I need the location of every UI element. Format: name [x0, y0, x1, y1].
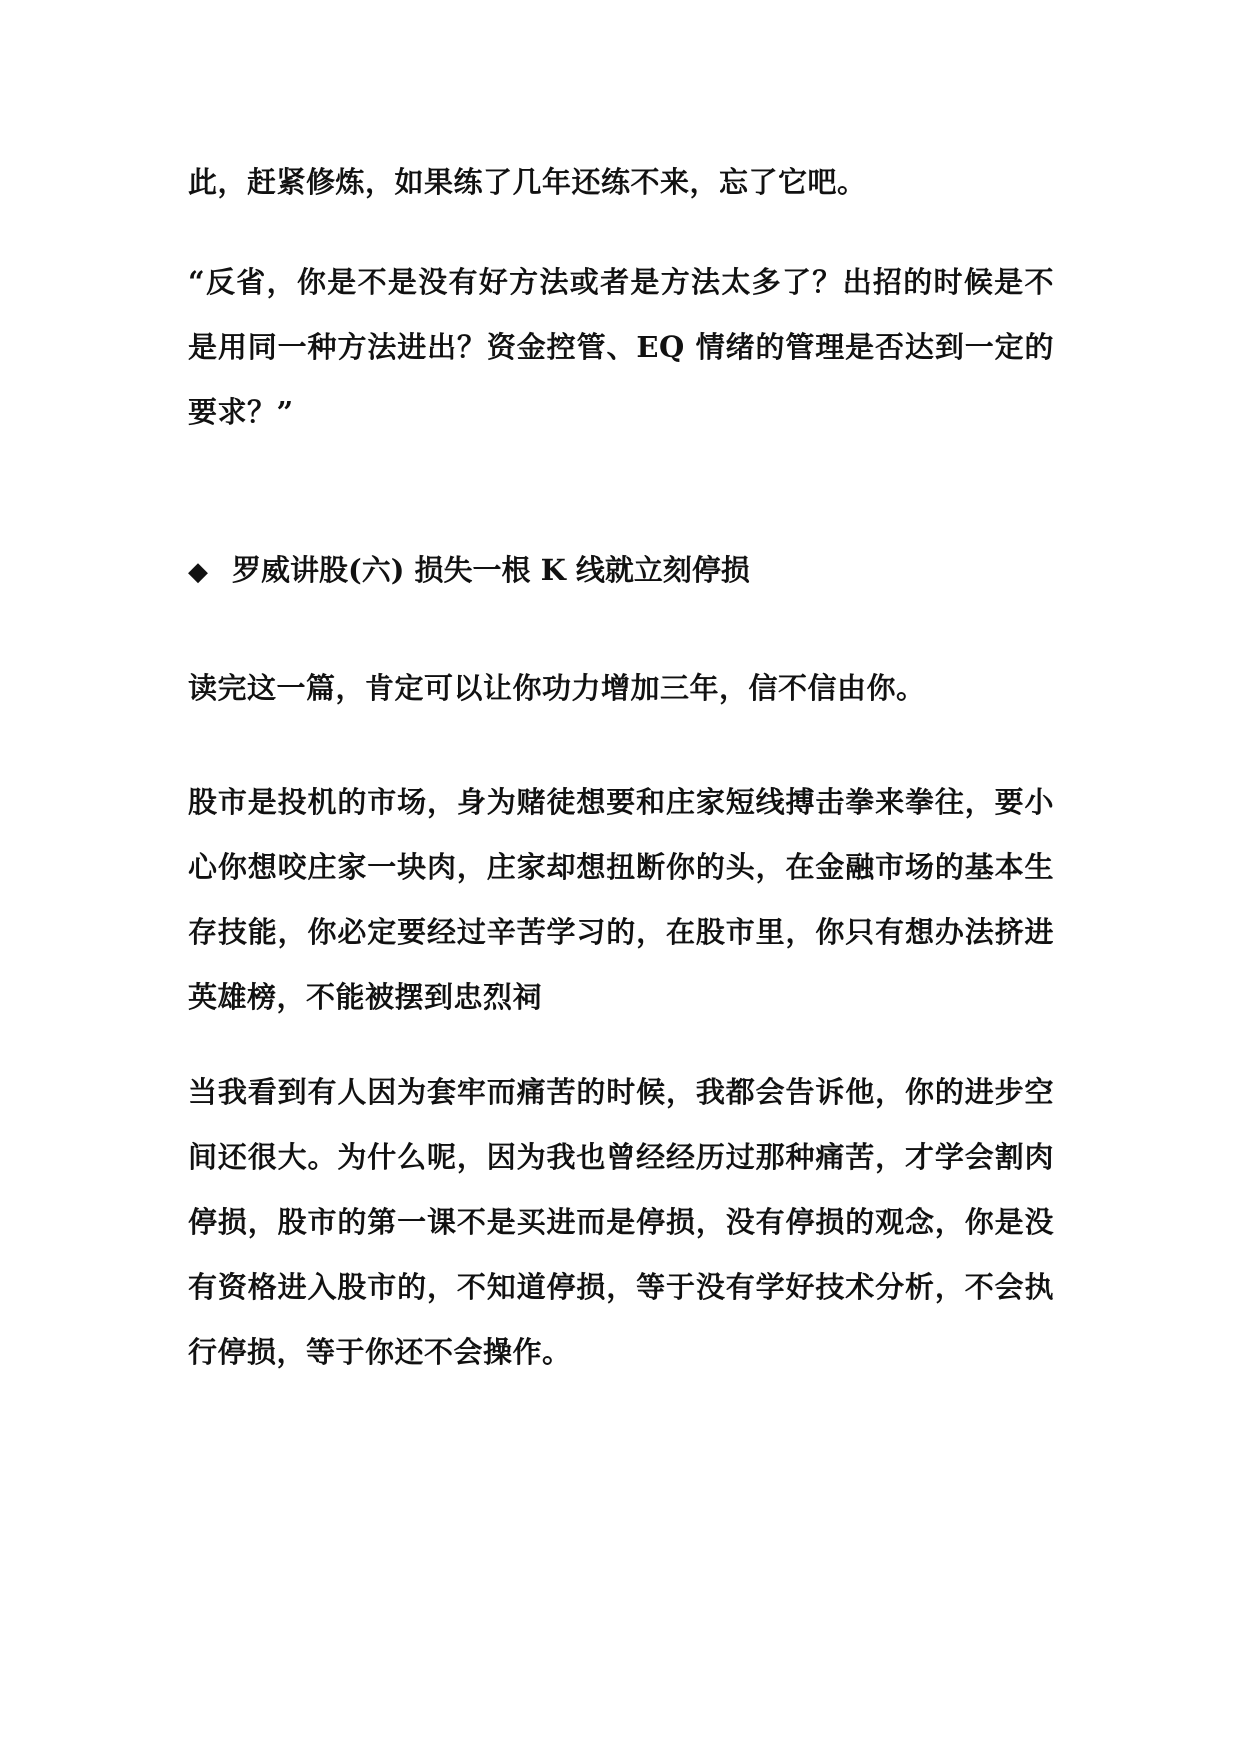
section-heading — [188, 538, 1054, 605]
paragraph-intro-end: 此，赶紧修炼，如果练了几年还练不来，忘了它吧。 — [188, 165, 867, 199]
paragraph-stop-loss: 当我看到有人因为套牢而痛苦的时候，我都会告诉他，你的进步空间还很大。为什么呢，因为我也曾经经历过那种痛苦，才学会割肉停损，股市的第一课不是买进而是停损，没有停损的观念，你是没有资格进入股市的，不知道停损，等于没有学好技术分析，不会执行停损，等于你还不会操作。 — [188, 1075, 1054, 1369]
section-title: 罗威讲股(六) 损失一根 K 线就立刻停损 — [232, 553, 750, 587]
paragraph-market: 股市是投机的市场，身为赌徒想要和庄家短线搏击拳来拳往，要小心你想咬庄家一块肉，庄家却想扭断你的头，在金融市场的基本生存技能，你必定要经过辛苦学习的，在股市里，你只有想办法挤进英雄榜，不能被摆到忠烈祠 — [188, 785, 1054, 1014]
paragraph-lead: 读完这一篇，肯定可以让你功力增加三年，信不信由你。 — [188, 671, 926, 705]
diamond-bullet-icon: ◆ — [188, 557, 208, 587]
paragraph-reflection-quote: “反省，你是不是没有好方法或者是方法太多了？出招的时候是不是用同一种方法进出？资金控管、EQ 情绪的管理是否达到一定的要求？” — [188, 265, 1054, 429]
